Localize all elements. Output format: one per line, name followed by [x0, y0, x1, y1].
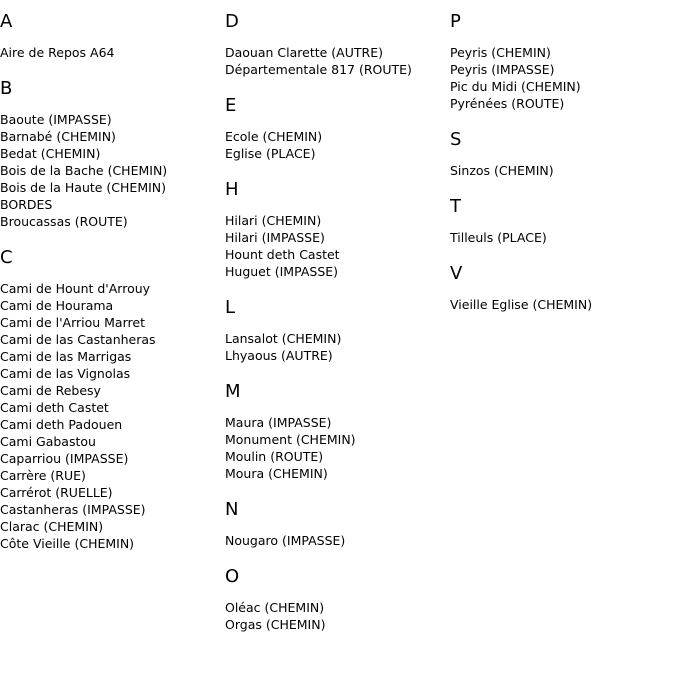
letter-group-h [225, 180, 450, 280]
street-list [450, 44, 675, 112]
letter-heading: D [225, 11, 239, 32]
street-link[interactable]: Tilleuls (PLACE) [450, 230, 547, 245]
letter-group-l [225, 298, 450, 364]
letter-group-v [450, 264, 675, 313]
street-link[interactable]: Monument (CHEMIN) [225, 432, 356, 447]
street-list [225, 599, 450, 633]
street-link[interactable]: Vieille Eglise (CHEMIN) [450, 297, 593, 312]
street-link[interactable]: Hilari (IMPASSE) [225, 230, 325, 245]
street-link[interactable]: Maura (IMPASSE) [225, 415, 332, 430]
letter-group-p [450, 12, 675, 112]
letter-heading: C [0, 247, 13, 268]
letter-heading: S [450, 129, 462, 150]
street-link[interactable]: Nougaro (IMPASSE) [225, 533, 346, 548]
street-link[interactable]: Pic du Midi (CHEMIN) [450, 79, 581, 94]
street-link[interactable]: Carrérot (RUELLE) [0, 485, 113, 500]
street-link[interactable]: Sinzos (CHEMIN) [450, 163, 554, 178]
street-list [450, 229, 675, 246]
street-list [450, 162, 675, 179]
letter-heading: A [0, 11, 13, 32]
letter-heading: M [225, 381, 241, 402]
letter-heading: P [450, 11, 461, 32]
street-link[interactable]: Cami de Hount d'Arrouy [0, 281, 151, 296]
street-link[interactable]: Ecole (CHEMIN) [225, 129, 323, 144]
letter-heading: V [450, 263, 463, 284]
letter-heading: B [0, 78, 13, 99]
street-link[interactable]: Moulin (ROUTE) [225, 449, 324, 464]
letter-group-b [0, 79, 225, 230]
street-link[interactable]: Cami deth Castet [0, 400, 109, 415]
street-link[interactable]: Cami de las Vignolas [0, 366, 131, 381]
street-link[interactable]: Barnabé (CHEMIN) [0, 129, 116, 144]
street-link[interactable]: Broucassas (ROUTE) [0, 214, 128, 229]
street-link[interactable]: Eglise (PLACE) [225, 146, 316, 161]
letter-group-a [0, 12, 225, 61]
letter-group-d [225, 12, 450, 78]
letter-group-o [225, 567, 450, 633]
street-link[interactable]: Aire de Repos A64 [0, 45, 115, 60]
letter-heading: L [225, 297, 236, 318]
street-list [0, 111, 225, 230]
street-link[interactable]: Hilari (CHEMIN) [225, 213, 322, 228]
street-link[interactable]: Peyris (IMPASSE) [450, 62, 555, 77]
letter-group-m [225, 382, 450, 482]
street-link[interactable]: Bois de la Bache (CHEMIN) [0, 163, 168, 178]
street-link[interactable]: Cami de Hourama [0, 298, 114, 313]
street-list [225, 44, 450, 78]
street-link[interactable]: Pyrénées (ROUTE) [450, 96, 565, 111]
street-link[interactable]: Côte Vieille (CHEMIN) [0, 536, 135, 551]
street-list [225, 212, 450, 280]
street-link[interactable]: Clarac (CHEMIN) [0, 519, 104, 534]
street-link[interactable]: Cami de Rebesy [0, 383, 101, 398]
street-link[interactable]: BORDES [0, 197, 53, 212]
street-link[interactable]: Lhyaous (AUTRE) [225, 348, 333, 363]
street-link[interactable]: Cami Gabastou [0, 434, 96, 449]
street-link[interactable]: Bois de la Haute (CHEMIN) [0, 180, 167, 195]
street-link[interactable]: Cami de las Castanheras [0, 332, 156, 347]
letter-group-n [225, 500, 450, 549]
street-link[interactable]: Caparriou (IMPASSE) [0, 451, 129, 466]
street-link[interactable]: Carrère (RUE) [0, 468, 86, 483]
street-link[interactable]: Peyris (CHEMIN) [450, 45, 551, 60]
street-link[interactable]: Daouan Clarette (AUTRE) [225, 45, 383, 60]
street-list [0, 44, 225, 61]
street-list [225, 128, 450, 162]
letter-group-t [450, 197, 675, 246]
street-link[interactable]: Bedat (CHEMIN) [0, 146, 101, 161]
street-index-column-3 [450, 12, 675, 331]
letter-heading: H [225, 179, 239, 200]
street-link[interactable]: Oléac (CHEMIN) [225, 600, 325, 615]
letter-group-e [225, 96, 450, 162]
street-link[interactable]: Hount deth Castet [225, 247, 340, 262]
letter-group-c [0, 248, 225, 552]
letter-heading: O [225, 566, 240, 587]
letter-heading: T [450, 196, 461, 217]
letter-heading: E [225, 95, 237, 116]
street-index-column-2 [225, 12, 450, 651]
letter-group-s [450, 130, 675, 179]
street-link[interactable]: Cami deth Padouen [0, 417, 123, 432]
street-list [225, 532, 450, 549]
street-link[interactable]: Moura (CHEMIN) [225, 466, 328, 481]
street-link[interactable]: Cami de las Marrigas [0, 349, 132, 364]
street-link[interactable]: Cami de l'Arriou Marret [0, 315, 145, 330]
street-link[interactable]: Baoute (IMPASSE) [0, 112, 112, 127]
street-list [0, 280, 225, 552]
street-index-column-1 [0, 12, 225, 570]
street-link[interactable]: Castanheras (IMPASSE) [0, 502, 146, 517]
street-list [450, 296, 675, 313]
street-link[interactable]: Huguet (IMPASSE) [225, 264, 339, 279]
street-list [225, 330, 450, 364]
street-list [225, 414, 450, 482]
letter-heading: N [225, 499, 239, 520]
street-link[interactable]: Orgas (CHEMIN) [225, 617, 326, 632]
street-link[interactable]: Lansalot (CHEMIN) [225, 331, 342, 346]
street-link[interactable]: Départementale 817 (ROUTE) [225, 62, 412, 77]
